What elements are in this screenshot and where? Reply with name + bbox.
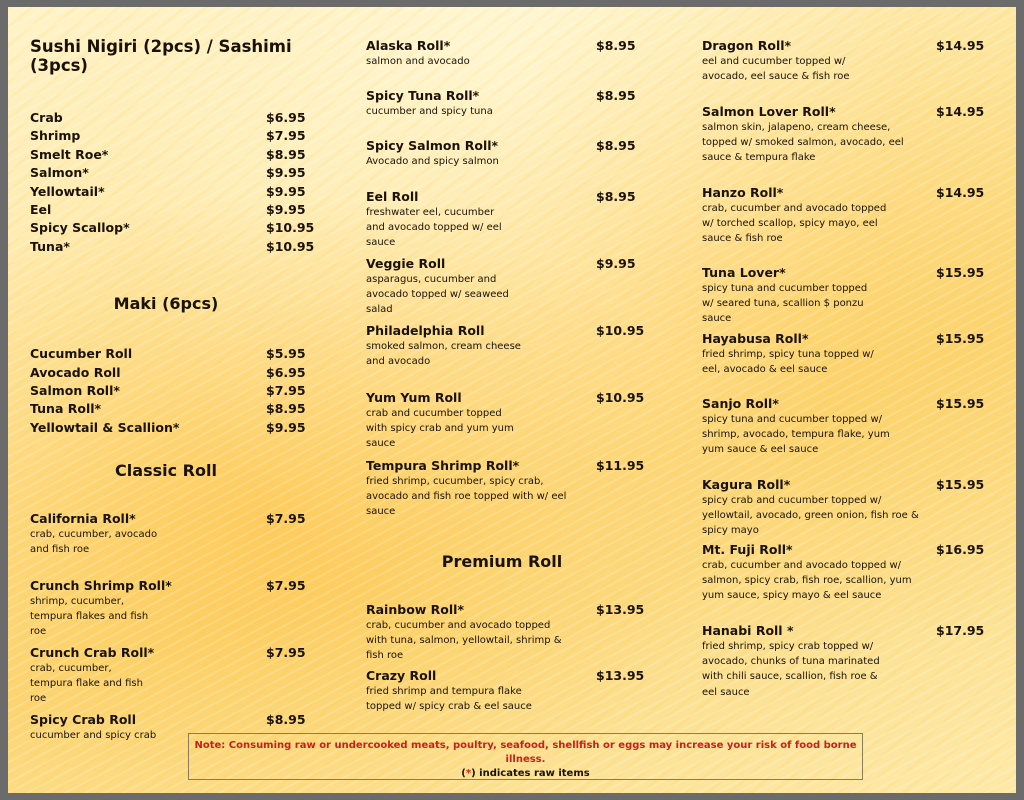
item-description: salmon and avocado [366,56,470,67]
list-item [366,37,638,87]
item-description: crab, cucumber, tempura flake and fish roe [30,663,143,705]
item-price: $10.95 [266,238,315,254]
list-item [30,127,306,145]
item-description: crab, cucumber and avocado topped with tuna, salmon, yellowtail, shrimp & fish roe [366,619,562,662]
list-item [702,184,985,264]
item-price: $8.95 [266,146,306,162]
item-name: Alaska Roll* [366,38,451,53]
item-price: $14.95 [936,104,985,119]
item-price: $9.95 [596,256,636,271]
item-price: $9.95 [266,201,306,217]
item-name: Crunch Crab Roll* [30,645,155,661]
item-name: Yum Yum Roll [366,390,462,405]
item-name: Sanjo Roll* [702,396,779,411]
menu-sheet [8,7,1016,793]
item-price: $10.95 [596,323,645,338]
item-description: crab, cucumber and avocado topped w/ torched scallop, spicy mayo, eel sauce & fish roe [702,203,887,245]
item-price: $14.95 [936,38,985,53]
item-price: $9.95 [266,419,306,435]
item-price: $8.95 [596,88,636,103]
notice-raw-items [189,767,862,781]
item-price: $15.95 [936,477,985,492]
item-name: Tuna Lover* [702,265,786,280]
item-price: $7.95 [266,128,306,144]
item-description: fried shrimp and tempura flake topped w/ spicy crab & eel sauce [366,685,532,712]
item-name: Hanzo Roll* [702,185,784,200]
notice-raw-suffix: ) indicates raw items [471,768,590,779]
item-price: $11.95 [596,458,645,473]
item-price: $8.95 [596,38,636,53]
list-item [30,345,306,363]
item-price: $8.95 [596,189,636,204]
item-name: Tempura Shrimp Roll* [366,458,520,473]
item-name: Spicy Crab Roll [30,712,136,728]
item-name: Avocado Roll [30,364,121,380]
item-price: $9.95 [266,183,306,199]
item-name: Tuna* [30,238,70,254]
item-price: $17.95 [936,623,985,638]
item-name: Shrimp [30,128,81,144]
item-price: $13.95 [596,601,645,617]
item-name: Hayabusa Roll* [702,331,809,346]
item-description: asparagus, cucumber and avocado topped w/ seaweed salad [366,274,509,316]
item-price: $15.95 [936,265,985,280]
list-item [30,382,306,400]
maki-list [30,345,306,437]
item-name: Veggie Roll [366,256,446,271]
premium-list [366,601,645,714]
list-item [30,201,306,219]
list-item [30,364,306,382]
item-name: Eel Roll [366,189,419,204]
item-price: $7.95 [266,382,306,398]
notice-raw-star: * [465,768,472,779]
item-price: $16.95 [936,542,985,557]
item-description: fried shrimp, spicy crab topped w/ avocado, chunks of tuna marinated with chili sauce, scallion, fish roe & eel sauce [702,641,880,698]
list-item [30,400,306,418]
list-item [30,183,306,201]
item-price: $9.95 [266,165,306,181]
item-price: $14.95 [936,185,985,200]
menu-column-middle [366,37,645,714]
premium-heading: Premium Roll [441,551,563,571]
item-price: $8.95 [266,712,306,728]
list-item [366,137,638,188]
nigiri-heading: Sushi Nigiri (2pcs) / Sashimi (3pcs) [30,37,292,75]
item-name: Kagura Roll* [702,477,791,492]
middle-list [366,37,645,520]
notice-raw-prefix: ( [461,768,466,779]
item-description: crab and cucumber topped with spicy crab and yum yum sauce [366,408,514,450]
nigiri-list [30,109,315,256]
list-item [30,510,306,577]
list-item [366,667,645,714]
list-item [702,541,985,622]
item-name: Cucumber Roll [30,346,133,362]
list-item [366,255,638,322]
item-description: cucumber and spicy tuna [366,106,493,117]
item-description: spicy tuna and cucumber topped w/ shrimp, avocado, tempura flake, yum yum sauce & eel sauce [702,414,890,456]
item-name: Spicy Scallop* [30,220,130,236]
list-item [702,395,985,476]
item-price: $8.95 [266,401,306,417]
item-description: salmon skin, jalapeno, cream cheese, topped w/ smoked salmon, avocado, eel sauce & tempura flake [702,122,904,164]
list-item [30,238,315,256]
item-name: Hanabi Roll * [702,623,794,638]
item-name: Dragon Roll* [702,38,792,53]
list-item [366,188,638,255]
item-price: $7.95 [266,511,306,527]
classic-list [30,510,306,743]
item-name: Rainbow Roll* [366,601,464,617]
item-description: spicy tuna and cucumber topped w/ seared tuna, scallion $ ponzu sauce [702,283,868,325]
item-price: $15.95 [936,396,985,411]
item-name: Tuna Roll* [30,401,102,417]
item-price: $7.95 [266,578,306,594]
classic-heading: Classic Roll [115,461,217,481]
item-name: Philadelphia Roll [366,323,485,338]
list-item [366,601,645,667]
list-item [30,644,306,711]
item-description: shrimp, cucumber, tempura flakes and fish roe [30,596,149,638]
list-item [30,164,306,182]
item-name: California Roll* [30,511,136,527]
item-name: Yellowtail* [30,183,105,199]
item-name: Spicy Tuna Roll* [366,88,480,103]
list-item [30,577,306,644]
item-name: Smelt Roe* [30,146,109,162]
item-name: Crunch Shrimp Roll* [30,578,172,594]
item-description: crab, cucumber, avocado and fish roe [30,529,158,556]
list-item [366,389,645,457]
item-description: fried shrimp, spicy tuna topped w/ eel, avocado & eel sauce [702,349,874,376]
list-item [702,103,985,184]
item-price: $5.95 [266,346,306,362]
list-item [702,37,985,103]
maki-heading: Maki (6pcs) [113,294,219,314]
list-item [366,87,638,137]
list-item [702,330,985,395]
item-description: eel and cucumber topped w/ avocado, eel sauce & fish roe [702,56,850,83]
right-list [702,37,985,700]
item-price: $15.95 [936,331,985,346]
menu-column-left [30,37,315,743]
item-name: Spicy Salmon Roll* [366,138,499,153]
list-item [30,109,306,127]
item-name: Crab [30,110,63,125]
item-name: Salmon* [30,165,89,181]
list-item [366,322,645,389]
item-name: Salmon Lover Roll* [702,104,836,119]
item-description: cucumber and spicy crab [30,730,157,742]
list-item [702,264,985,330]
item-name: Yellowtail & Scallion* [30,419,180,435]
item-description: crab, cucumber and avocado topped w/ salmon, spicy crab, fish roe, scallion, yum yum sauce, spicy mayo & eel sauce [702,560,912,602]
list-item [366,457,645,520]
list-item [702,476,985,541]
item-name: Eel [30,201,52,217]
item-name: Salmon Roll* [30,382,120,398]
item-description: spicy crab and cucumber topped w/ yellowtail, avocado, green onion, fish roe & spicy mayo [702,495,919,537]
item-name: Mt. Fuji Roll* [702,542,793,557]
list-item [30,219,315,237]
item-description: freshwater eel, cucumber and avocado topped w/ eel sauce [366,207,502,249]
list-item [30,419,306,437]
item-price: $6.95 [266,110,306,125]
raw-food-notice [188,733,863,780]
list-item [30,146,306,164]
item-name: Crazy Roll [366,667,437,683]
item-price: $10.95 [596,390,645,405]
item-price: $13.95 [596,667,645,683]
menu-column-right [702,37,985,700]
item-price: $7.95 [266,645,306,661]
item-price: $10.95 [266,220,315,236]
item-price: $6.95 [266,364,306,380]
list-item [702,622,985,700]
notice-warning: Note: Consuming raw or undercooked meats, poultry, seafood, shellfish or eggs may increase your risk of food borne illness. [194,740,857,765]
item-description: smoked salmon, cream cheese and avocado [366,341,521,368]
item-description: fried shrimp, cucumber, spicy crab, avocado and fish roe topped with w/ eel sauce [366,476,567,518]
item-price: $8.95 [596,138,636,153]
item-description: Avocado and spicy salmon [366,156,499,167]
